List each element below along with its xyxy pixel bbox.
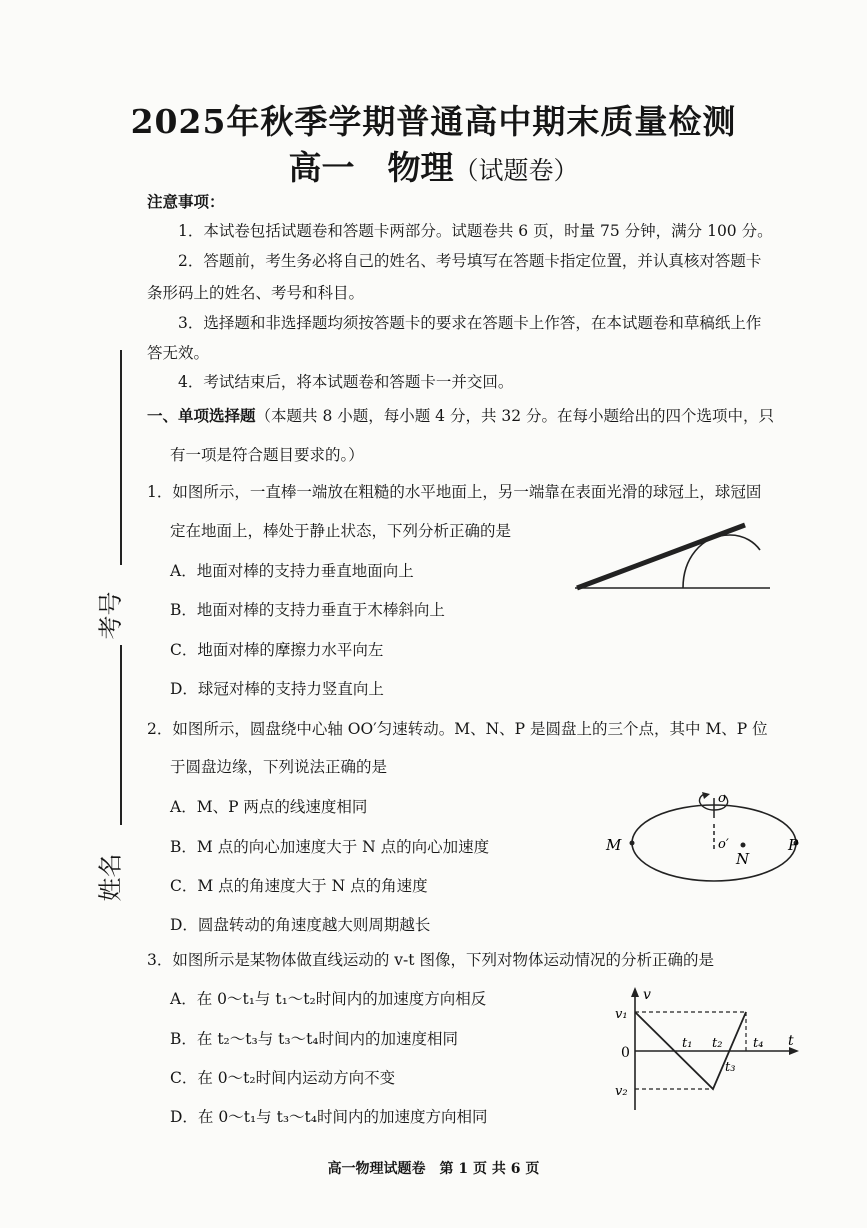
section-desc: （本题共 8 小题，每小题 4 分，共 32 分。在每小题给出的四个选项中，只: [255, 407, 775, 425]
q3-stem: 3．如图所示是某物体做直线运动的 v-t 图像，下列对物体运动情况的分析正确的是: [147, 951, 714, 969]
notice-item: 1．本试卷包括试题卷和答题卡两部分。试题卷共 6 页，时量 75 分钟，满分 100 分。: [178, 222, 773, 240]
page-subtitle: [0, 142, 867, 189]
q2-figure: [606, 790, 807, 880]
q1-figure: [570, 515, 775, 600]
notice-item: 答无效。: [147, 344, 210, 362]
side-label-exam-no: 考号: [96, 591, 125, 640]
notice-item: 2．答题前，考生务必将自己的姓名、考号填写在答题卡指定位置，并认真核对答题卡: [178, 252, 762, 270]
q3-option: B．在 t₂～t₃与 t₃～t₄时间内的加速度相同: [170, 1030, 459, 1048]
q2-label-o: o: [718, 791, 726, 806]
binding-line-upper: [120, 350, 122, 565]
section-title: 一、单项选择题: [147, 406, 256, 425]
section-desc-line2: 有一项是符合题目要求的。）: [170, 446, 364, 464]
q3-v-axis-arrow: [631, 987, 639, 997]
q2-option: A．M、P 两点的线速度相同: [170, 798, 368, 816]
q2-point-m: [630, 841, 635, 846]
q3-label-t3: t₃: [725, 1060, 736, 1075]
q2-stem: 2．如图所示，圆盘绕中心轴 OO′匀速转动。M、N、P 是圆盘上的三个点，其中 M、P 位: [147, 720, 768, 738]
q2-label-o-prime: o′: [718, 837, 729, 852]
q2-stem: 于圆盘边缘，下列说法正确的是: [170, 758, 388, 776]
q3-vt-graph: [605, 985, 805, 1125]
binding-line-middle: [120, 645, 122, 825]
q3-label-t2: t₂: [712, 1036, 723, 1051]
q1-option: A．地面对棒的支持力垂直地面向上: [170, 562, 414, 580]
q2-label-p: P: [788, 836, 799, 854]
page-footer: 高一物理试题卷 第 1 页 共 6 页: [327, 1161, 540, 1177]
notice-item: 3．选择题和非选择题均须按答题卡的要求在答题卡上作答，在本试题卷和草稿纸上作: [178, 314, 762, 332]
q2-option: B．M 点的向心加速度大于 N 点的向心加速度: [170, 838, 490, 856]
notice-item: 4．考试结束后，将本试题卷和答题卡一并交回。: [178, 373, 514, 391]
subtitle-paren: （试题卷）: [453, 156, 579, 185]
side-label-name: 姓名: [96, 853, 125, 902]
q2-rotation-arrowhead: [702, 792, 710, 799]
q3-label-t: t: [788, 1033, 794, 1049]
q1-option: D．球冠对棒的支持力竖直向上: [170, 680, 384, 698]
q3-label-t4: t₄: [753, 1036, 764, 1051]
q2-option: C．M 点的角速度大于 N 点的角速度: [170, 877, 428, 895]
q1-stem: 定在地面上，棒处于静止状态，下列分析正确的是: [170, 522, 512, 540]
q3-label-t1: t₁: [682, 1036, 693, 1051]
q3-label-v1: v₁: [615, 1007, 628, 1022]
q1-stem: 1．如图所示，一直棒一端放在粗糙的水平地面上，另一端靠在表面光滑的球冠上，球冠固: [147, 483, 762, 501]
q2-point-n: [741, 843, 746, 848]
q2-label-n: N: [736, 850, 750, 868]
page-title: 2025年秋季学期普通高中期末质量检测: [130, 102, 737, 141]
q3-label-v2: v₂: [615, 1084, 628, 1099]
q2-label-m: M: [606, 836, 622, 854]
q3-label-v: v: [643, 987, 651, 1003]
q3-option: D．在 0～t₁与 t₃～t₄时间内的加速度方向相同: [170, 1108, 488, 1126]
q2-option: D．圆盘转动的角速度越大则周期越长: [170, 916, 431, 934]
q3-option: C．在 0～t₂时间内运动方向不变: [170, 1069, 396, 1087]
q3-label-zero: 0: [621, 1045, 630, 1061]
notice-heading: 注意事项：: [147, 192, 225, 211]
q1-rod: [577, 525, 745, 588]
section-heading: [147, 406, 774, 426]
notice-item: 条形码上的姓名、考号和科目。: [147, 284, 365, 302]
q1-option: C．地面对棒的摩擦力水平向左: [170, 641, 384, 659]
q3-option: A．在 0～t₁与 t₁～t₂时间内的加速度方向相反: [170, 990, 487, 1008]
subtitle-main: 高一 物理: [288, 148, 454, 187]
q1-option: B．地面对棒的支持力垂直于木棒斜向上: [170, 601, 445, 619]
